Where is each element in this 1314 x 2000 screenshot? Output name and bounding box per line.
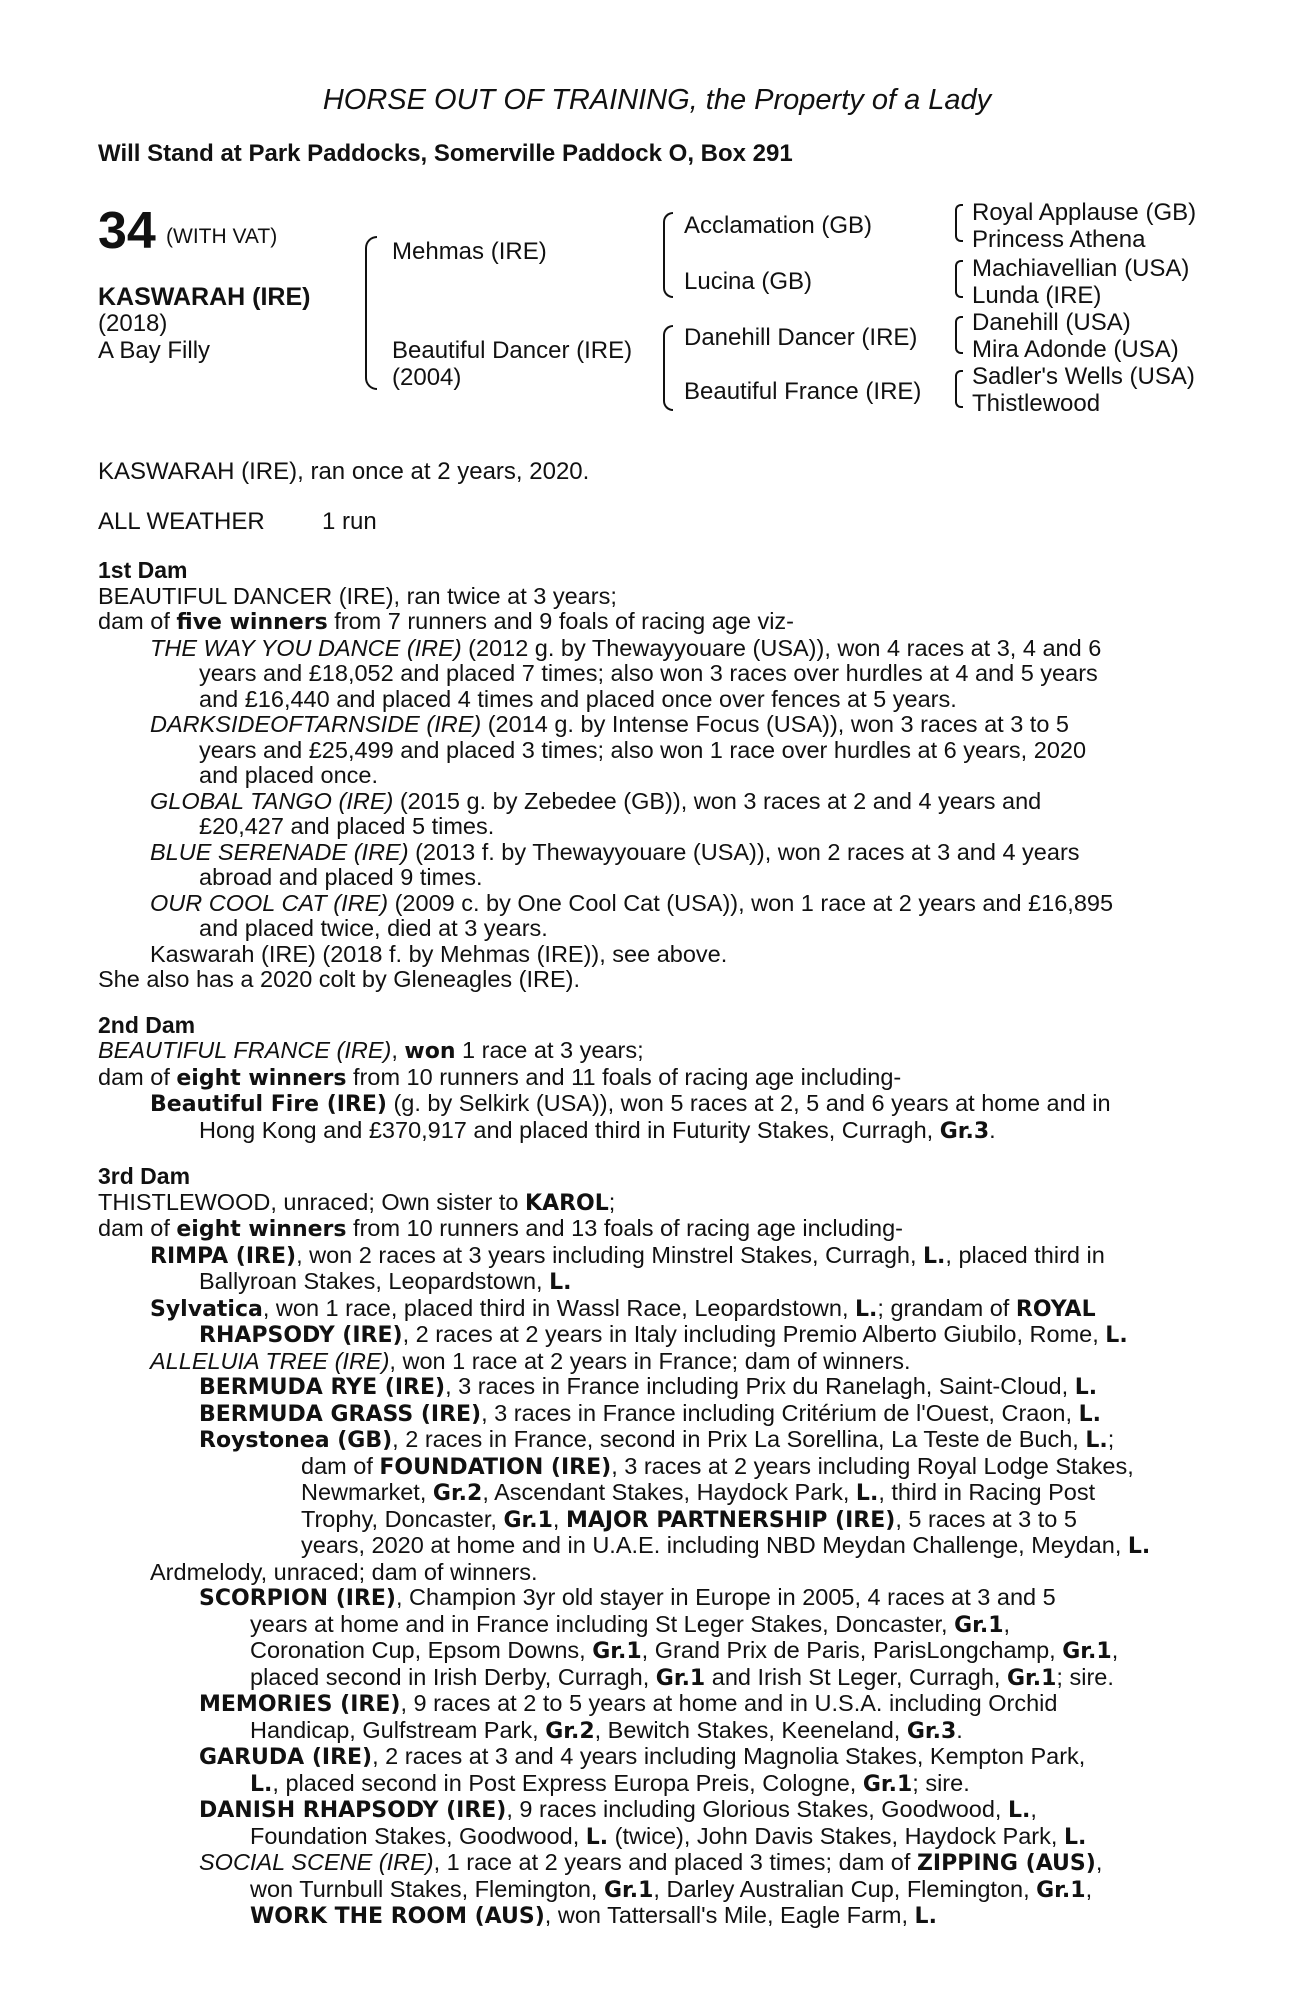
horse-name: KASWARAH (IRE) — [98, 283, 311, 311]
text-run: Coronation Cup, Epsom Downs, — [250, 1637, 593, 1663]
text-run: , 2 races in France, second in Prix La Sorellina, La Teste de Buch, — [392, 1426, 1086, 1452]
text-run: SCORPION (IRE) — [199, 1586, 396, 1611]
garuda-cont — [98, 1771, 1208, 1798]
offspring-1-cont: years and £18,052 and placed 7 times; also won 3 races over hurdles at 4 and 5 years — [199, 660, 1098, 686]
offspring-2-cont2: and placed once. — [199, 762, 379, 788]
bermuda-grass — [98, 1401, 1208, 1428]
text-run: Gr.2 — [432, 1481, 483, 1506]
first-dam-line: BEAUTIFUL DANCER (IRE), ran twice at 3 years; — [98, 582, 617, 609]
dam-year: (2004) — [392, 364, 462, 391]
text-run: , — [1085, 1875, 1093, 1902]
danish-rhapsody-cont — [98, 1824, 1208, 1851]
text-run: ; grandam of — [877, 1294, 1016, 1321]
offspring-4-cont: abroad and placed 9 times. — [199, 864, 483, 890]
text-run: dam of — [301, 1452, 380, 1479]
text-run: L. — [585, 1824, 609, 1850]
text-run: , 3 races in France including Prix du Ranelagh, Saint-Cloud, — [445, 1373, 1075, 1399]
text-run: , — [1030, 1796, 1037, 1822]
text-run: Gr.1 — [954, 1612, 1004, 1638]
text-run: , Ascendant Stakes, Haydock Park, — [482, 1479, 856, 1505]
first-dam-note: She also has a 2020 colt by Gleneagles (IRE). — [98, 966, 581, 992]
text-run: Handicap, Gulfstream Park, — [250, 1716, 546, 1743]
text-run: Gr.1 — [1036, 1877, 1086, 1903]
text-run: , — [391, 1037, 405, 1063]
scorpion-cont3 — [98, 1665, 1208, 1692]
text-run: years at home and in France including St Leger Stakes, Doncaster, — [250, 1610, 955, 1637]
social-scene-cont2 — [98, 1903, 1208, 1930]
roystonea-cont1 — [98, 1454, 1208, 1481]
second-dam-offspring — [98, 1091, 1208, 1118]
text-run: Sylvatica — [150, 1296, 263, 1322]
text-run: , third in Racing Post — [878, 1479, 1096, 1505]
text-run: placed second in Irish Derby, Curragh, — [250, 1663, 656, 1690]
rimpa — [98, 1243, 1208, 1270]
text-run: , 2 races at 2 years in Italy including Premio Alberto Giubilo, Rome, — [402, 1321, 1106, 1347]
text-run: ; — [1107, 1426, 1115, 1452]
sire-dam-sire: Machiavellian (USA) — [972, 255, 1190, 282]
third-dam-line — [98, 1190, 1208, 1217]
scorpion-cont1 — [98, 1612, 1208, 1639]
text-run: , 9 races at 2 to 5 years at home and in U.S.A. including Orchid — [400, 1690, 1058, 1716]
sire-dam: Lucina (GB) — [684, 268, 813, 295]
dam-brace — [663, 325, 673, 411]
text-run: RIMPA (IRE) — [150, 1243, 297, 1269]
text-run: , won Tattersall's Mile, Eagle Farm, — [544, 1902, 915, 1928]
text-run: OUR COOL CAT (IRE) — [150, 889, 389, 916]
rimpa-cont — [98, 1269, 1208, 1296]
text-run: eight winners — [176, 1065, 347, 1091]
bermuda-rye — [98, 1374, 1208, 1401]
text-run: THISTLEWOOD, unraced; Own sister to — [98, 1188, 526, 1215]
text-run: (2015 g. by Zebedee (GB)), won 3 races at 2 and 4 years and — [393, 787, 1042, 814]
roystonea-cont4 — [98, 1533, 1208, 1560]
text-run: eight winners — [176, 1217, 347, 1242]
text-run: Gr.1 — [1062, 1639, 1112, 1664]
text-run: Beautiful Fire (IRE) — [150, 1092, 387, 1117]
vat-note: (WITH VAT) — [166, 225, 278, 248]
gg-brace-1 — [955, 204, 963, 242]
text-run: (twice), John Davis Stakes, Haydock Park, — [608, 1822, 1064, 1849]
text-run: BERMUDA RYE (IRE) — [199, 1375, 446, 1400]
text-run: L. — [1127, 1534, 1151, 1559]
text-run: , 3 races at 2 years including Royal Lodge Stakes, — [611, 1452, 1134, 1479]
text-run: (2013 f. by Thewayyouare (USA)), won 2 races at 3 and 4 years — [408, 838, 1080, 865]
danish-rhapsody — [98, 1797, 1208, 1824]
text-run: (2009 c. by One Cool Cat (USA)), won 1 race at 2 years and £16,895 — [388, 889, 1114, 916]
horse-description: A Bay Filly — [98, 337, 211, 364]
text-run: DANISH RHAPSODY (IRE) — [199, 1798, 507, 1823]
text-run: SOCIAL SCENE (IRE) — [199, 1849, 434, 1875]
text-run: , Grand Prix de Paris, ParisLongchamp, — [641, 1637, 1063, 1663]
text-run: WORK THE ROOM (AUS) — [250, 1904, 545, 1929]
text-run: Gr.1 — [503, 1507, 553, 1533]
text-run: dam of — [98, 608, 177, 634]
text-run: L. — [855, 1481, 879, 1506]
text-run: GLOBAL TANGO (IRE) — [150, 787, 394, 814]
text-run: won — [404, 1039, 456, 1064]
text-run: ; sire. — [912, 1769, 970, 1796]
text-run: L. — [1007, 1798, 1031, 1823]
first-dam-heading: 1st Dam — [98, 557, 188, 583]
text-run: MEMORIES (IRE) — [199, 1692, 401, 1717]
gg-brace-4 — [955, 370, 963, 408]
dam-dam-dam: Thistlewood — [972, 390, 1101, 417]
text-run: , — [1111, 1637, 1119, 1663]
text-run: Foundation Stakes, Goodwood, — [250, 1822, 586, 1849]
page-title: HORSE OUT OF TRAINING, the Property of a Lady — [322, 84, 992, 116]
text-run: Gr.1 — [592, 1639, 642, 1664]
text-run: , 9 races including Glorious Stakes, Goodwood, — [506, 1796, 1008, 1822]
text-run: Gr.1 — [603, 1877, 654, 1903]
race-record: KASWARAH (IRE), ran once at 2 years, 2020. — [98, 458, 590, 485]
text-run: BLUE SERENADE (IRE) — [150, 838, 409, 865]
text-run: THE WAY YOU DANCE (IRE) — [150, 634, 462, 661]
dam-dam-sire: Sadler's Wells (USA) — [972, 363, 1195, 390]
sylvatica — [98, 1296, 1208, 1323]
offspring-2 — [98, 712, 1208, 738]
text-run: , placed second in Post Express Europa Preis, Cologne, — [272, 1769, 863, 1796]
text-run: L. — [250, 1771, 273, 1797]
sire-sire-dam: Princess Athena — [972, 226, 1146, 253]
text-run: , Darley Australian Cup, Flemington, — [653, 1875, 1037, 1902]
text-run: KAROL — [525, 1190, 609, 1216]
text-run: , — [552, 1505, 566, 1532]
sire-sire: Acclamation (GB) — [684, 212, 873, 239]
text-run: BERMUDA GRASS (IRE) — [199, 1401, 482, 1427]
text-run: , Champion 3yr old stayer in Europe in 2005, 4 races at 3 and 5 — [395, 1584, 1056, 1610]
all-weather-label: ALL WEATHER — [98, 508, 265, 535]
social-scene — [98, 1850, 1208, 1877]
offspring-3-cont: £20,427 and placed 5 times. — [199, 813, 495, 839]
roystonea — [98, 1427, 1208, 1454]
text-run: , 1 race at 2 years and placed 3 times; dam of — [433, 1849, 917, 1875]
first-dam-produce — [98, 609, 1208, 636]
text-run: Gr.2 — [545, 1718, 595, 1744]
memories-cont — [98, 1718, 1208, 1745]
dam-sire-sire: Danehill (USA) — [972, 309, 1131, 336]
text-run: (2014 g. by Intense Focus (USA)), won 3 races at 3 to 5 — [481, 711, 1069, 737]
dam-sire: Danehill Dancer (IRE) — [684, 324, 918, 351]
alleluia-tree — [98, 1349, 1208, 1375]
text-run: L. — [1063, 1824, 1087, 1850]
roystonea-cont2 — [98, 1480, 1208, 1507]
text-run: ; — [608, 1188, 616, 1215]
text-run: years, 2020 at home and in U.A.E. including NBD Meydan Challenge, Meydan, — [301, 1532, 1128, 1558]
offspring-1 — [98, 636, 1208, 662]
text-run: GARUDA (IRE) — [199, 1745, 373, 1770]
text-run: L. — [1105, 1323, 1128, 1348]
text-run: FOUNDATION (IRE) — [379, 1454, 612, 1480]
text-run: . — [956, 1716, 963, 1743]
dam-sire-dam: Mira Adonde (USA) — [972, 336, 1179, 363]
offspring-3 — [98, 789, 1208, 815]
stand-location: Will Stand at Park Paddocks, Somerville Paddock O, Box 291 — [98, 140, 793, 167]
second-dam-produce — [98, 1065, 1208, 1092]
dam-dam: Beautiful France (IRE) — [684, 378, 922, 405]
text-run: , placed third in — [945, 1241, 1105, 1268]
text-run: dam of — [98, 1063, 177, 1090]
text-run: Hong Kong and £370,917 and placed third in Futurity Stakes, Curragh, — [199, 1116, 940, 1143]
text-run: (g. by Selkirk (USA)), won 5 races at 2, 5 and 6 years at home and in — [386, 1090, 1111, 1116]
roystonea-cont3 — [98, 1507, 1208, 1534]
offspring-5-cont: and placed twice, died at 3 years. — [199, 915, 548, 941]
text-run: L. — [1085, 1428, 1108, 1453]
all-weather-value: 1 run — [322, 508, 377, 535]
text-run: (2012 g. by Thewayyouare (USA)), won 4 races at 3, 4 and 6 — [461, 634, 1102, 661]
text-run: , won 1 race, placed third in Wassl Race, Leopardstown, — [262, 1294, 856, 1321]
text-run: L. — [1078, 1401, 1101, 1427]
text-run: Gr.3 — [906, 1718, 957, 1744]
text-run: from 10 runners and 11 foals of racing age including- — [346, 1063, 902, 1090]
text-run: , — [1003, 1610, 1011, 1637]
text-run: L. — [855, 1296, 878, 1322]
text-run: , 5 races at 3 to 5 — [895, 1505, 1077, 1532]
offspring-5 — [98, 891, 1208, 917]
text-run: Gr.1 — [862, 1771, 913, 1797]
sylvatica-cont — [98, 1322, 1208, 1349]
text-run: ROYAL — [1015, 1296, 1096, 1322]
text-run: ; sire. — [1056, 1663, 1114, 1690]
garuda — [98, 1744, 1208, 1771]
offspring-1-cont2: and £16,440 and placed 4 times and placed once over fences at 5 years. — [199, 685, 957, 712]
text-run: Gr.3 — [939, 1118, 990, 1144]
offspring-4 — [98, 840, 1208, 866]
text-run: , 3 races in France including Critérium de l'Ouest, Craon, — [481, 1399, 1079, 1426]
text-run: RHAPSODY (IRE) — [199, 1323, 403, 1348]
scorpion — [98, 1585, 1208, 1612]
pedigree-brace — [365, 236, 377, 390]
text-run: BEAUTIFUL FRANCE (IRE) — [98, 1037, 392, 1063]
sire-brace — [663, 212, 673, 298]
text-run: won Turnbull Stakes, Flemington, — [250, 1875, 604, 1902]
second-dam-heading: 2nd Dam — [98, 1011, 196, 1038]
text-run: Gr.1 — [655, 1665, 706, 1691]
text-run: L. — [549, 1270, 572, 1295]
text-run: DARKSIDEOFTARNSIDE (IRE) — [150, 711, 482, 737]
text-run: from 10 runners and 13 foals of racing age including- — [346, 1215, 903, 1241]
text-run: Newmarket, — [301, 1479, 433, 1505]
text-run: , Bewitch Stakes, Keeneland, — [594, 1716, 907, 1743]
offspring-2-cont: years and £25,499 and placed 3 times; also won 1 race over hurdles at 6 years, 2020 — [199, 736, 1087, 763]
text-run: , — [1095, 1849, 1103, 1875]
dam: Beautiful Dancer (IRE) — [392, 337, 633, 364]
text-run: five winners — [176, 610, 328, 635]
scorpion-cont2 — [98, 1638, 1208, 1665]
text-run: dam of — [98, 1215, 177, 1241]
catalogue-body — [98, 558, 1208, 1930]
text-run: ALLELUIA TREE (IRE) — [150, 1347, 390, 1374]
horse-year: (2018) — [98, 310, 168, 337]
memories — [98, 1691, 1208, 1718]
gg-brace-3 — [955, 316, 963, 354]
offspring-6: Kaswarah (IRE) (2018 f. by Mehmas (IRE)), see above. — [150, 940, 728, 967]
text-run: Trophy, Doncaster, — [301, 1505, 504, 1532]
text-run: L. — [1074, 1375, 1098, 1400]
text-run: Roystonea (GB) — [199, 1428, 393, 1453]
lot-number: 34 — [98, 202, 156, 260]
text-run: , won 2 races at 3 years including Minstrel Stakes, Curragh, — [296, 1241, 924, 1268]
second-dam-line — [98, 1038, 1208, 1065]
text-run: ZIPPING (AUS) — [916, 1851, 1096, 1876]
text-run: L. — [914, 1904, 937, 1929]
text-run: . — [989, 1116, 996, 1143]
gg-brace-2 — [955, 260, 963, 298]
text-run: L. — [923, 1243, 946, 1269]
sire-sire-sire: Royal Applause (GB) — [972, 199, 1197, 226]
social-scene-cont1 — [98, 1877, 1208, 1904]
ardmelody: Ardmelody, unraced; dam of winners. — [150, 1558, 538, 1585]
text-run: , won 1 race at 2 years in France; dam of winners. — [389, 1347, 911, 1374]
text-run: 1 race at 3 years; — [455, 1037, 644, 1063]
text-run: Ballyroan Stakes, Leopardstown, — [199, 1268, 550, 1294]
text-run: , 2 races at 3 and 4 years including Magnolia Stakes, Kempton Park, — [372, 1743, 1086, 1769]
second-dam-offspring-cont — [98, 1118, 1208, 1145]
sire-dam-dam: Lunda (IRE) — [972, 282, 1102, 309]
sire: Mehmas (IRE) — [392, 238, 547, 265]
third-dam-heading: 3rd Dam — [98, 1163, 191, 1189]
text-run: MAJOR PARTNERSHIP (IRE) — [565, 1507, 896, 1533]
text-run: from 7 runners and 9 foals of racing age viz- — [327, 608, 794, 634]
text-run: Gr.1 — [1006, 1665, 1057, 1691]
text-run: and Irish St Leger, Curragh, — [705, 1663, 1007, 1690]
third-dam-produce — [98, 1216, 1208, 1243]
